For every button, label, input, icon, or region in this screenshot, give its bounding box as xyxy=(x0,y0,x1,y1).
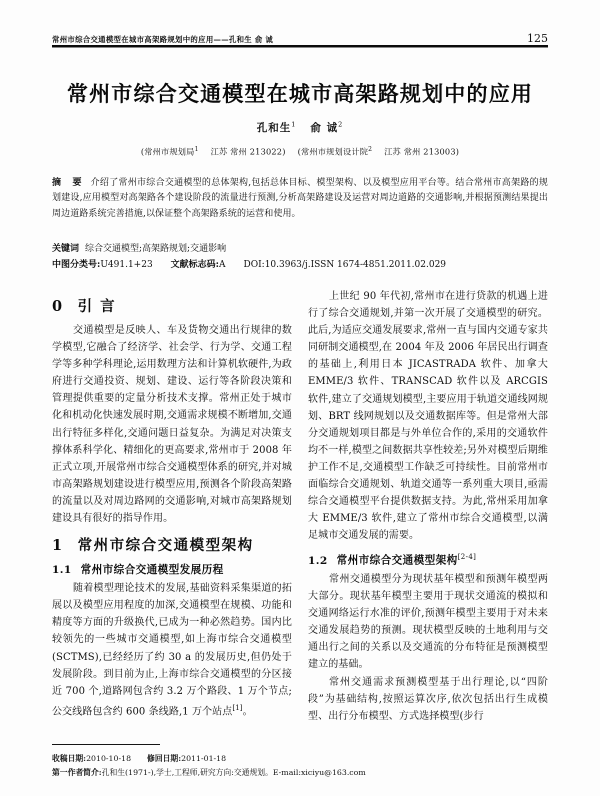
paragraph-model-structure: 常州交通模型分为现状基年模型和预测年模型两大部分。现状基年模型主要用于现状交通流的模拟和交通网络运行水准的评价,预测年模型主要用于对未来交通发展趋势的预测。现状模型反映的土地利用与交通出行之间的关系以及交通流的分布特征是预测模型建立的基础。 xyxy=(308,573,548,671)
running-head xyxy=(52,32,548,45)
header-rule xyxy=(52,45,548,47)
affiliation-2-org: (常州市规划设计院 xyxy=(297,146,369,157)
received-date-label: 收稿日期: xyxy=(52,754,87,763)
paragraph-intro: 交通模型是反映人、车及货物交通出行规律的数学模型,它融合了经济学、社会学、行为学、交通工程学等多种学科理论,运用数理方法和计算机软硬件,为政府进行交通投资、规划、建设、运行等各阶段决策和管理提供重要的定量分析技术支撑。常州正处于城市化和机动化快速发展时期,交通需求规模不断增加,交通出行特征多样化,交通问题日益复杂。为满足对决策支撑体系科学化、精细化的更高要求,常州市于 2008 年正式立项,开展常州市综合交通模型体系的研究,并对城市高架路规划建设进行模型应用,预测各个阶段高架路的流量以及对周边路网的交通影响,对城市高架路规划建设具有很好的指导作用。 xyxy=(52,325,292,525)
section-heading-0 xyxy=(52,295,292,318)
keywords-line xyxy=(52,241,548,254)
running-head-title: 常州市综合交通模型在城市高架路规划中的应用——孔和生 俞 诚 xyxy=(52,35,274,44)
affiliation-2-place: 江苏 常州 213003) xyxy=(384,146,460,157)
affiliation-1-org: (常州市规划局 xyxy=(140,146,195,157)
author-name-1: 孔和生 xyxy=(256,122,292,134)
abstract-text: 介绍了常州市综合交通模型的总体架构,包括总体目标、模型架构、以及模型应用平台等。结合常州市高架路的规划建设,应用模型对高架路各个建设阶段的流量进行预测,分析高架路建设及运营对周边道路的交通影响,并根据预测结果提出周边道路系统完善措施,以保证整个高架路系统的运营和使用。 xyxy=(52,178,548,219)
received-date-value: 2010-10-18 xyxy=(86,754,132,763)
author-line xyxy=(0,120,600,135)
abstract-label: 摘 要 xyxy=(52,178,86,188)
affiliation-2-marker: 2 xyxy=(368,146,373,153)
page-title: 常州市综合交通模型在城市高架路规划中的应用 xyxy=(66,81,534,106)
section-heading-1-1 xyxy=(52,561,292,579)
paragraph-model-history xyxy=(52,580,292,720)
keywords-text: 综合交通模型;高架路规划;交通影响 xyxy=(85,244,227,254)
paragraph-demand-forecast: 常州交通需求预测模型基于出行理论,以“四阶段”为基础结构,按照运算次序,依次包括出行生成模型、出行分布模型、方式选择模型(步行 xyxy=(308,676,548,722)
doi-value: 10.3963/j.ISSN 1674-4851.2011.02.029 xyxy=(264,260,447,270)
section-title-1: 常州市综合交通模型架构 xyxy=(77,537,254,555)
section-number-1-1: 1.1 xyxy=(52,564,72,577)
doi-label: DOI: xyxy=(243,260,265,270)
footnote-dates xyxy=(52,752,548,766)
body-column-left xyxy=(52,288,292,720)
paragraph-model-history-text: 随着模型理论技术的发展,基础资料采集渠道的拓展以及模型应用程度的加深,交通模型在规模、功能和精度等方面的升级换代,已成为一种必然趋势。国内比较领先的一些城市交通模型,如上海市综合交通模型(SCTMS),已经经历了约 30 a 的发展历史,但仍处于发展阶段。到目前为止,上海市综合交通模型的分区接近 700 个,道路网包含约 3.2 万个路段、1 万个节点;公交线路包含约 600 条线路,1 万个站点 xyxy=(52,583,292,718)
classification-line xyxy=(52,257,548,270)
abstract-block xyxy=(52,176,548,222)
affiliation-1-marker: 1 xyxy=(194,146,199,153)
section-number-0: 0 xyxy=(52,298,64,315)
section-heading-1-2 xyxy=(308,548,548,570)
section-title-0: 引 言 xyxy=(77,298,117,315)
author-bio-label: 第一作者简介: xyxy=(52,767,102,777)
revised-date-value: 2011-01-18 xyxy=(181,754,227,763)
revised-date-label: 修回日期: xyxy=(147,754,182,763)
author-bio-value: 孔和生(1971-),学士,工程师,研究方向:交通规划。E-mail:xiciyu@163.com xyxy=(101,767,366,777)
footnote-rule xyxy=(52,744,160,745)
author-name-2: 俞 诚 xyxy=(310,122,339,134)
clc-label: 中图分类号: xyxy=(52,260,101,270)
body-column-right xyxy=(308,288,548,725)
clc-value: U491.1+23 xyxy=(100,260,153,270)
page-number: 125 xyxy=(527,32,548,45)
affiliation-line xyxy=(0,146,600,158)
section-number-1-2: 1.2 xyxy=(308,554,328,567)
section-heading-1 xyxy=(52,534,292,557)
keywords-label: 关键词 xyxy=(52,244,80,254)
paragraph-model-history-end: 。 xyxy=(242,706,253,718)
paragraph-history-continued: 上世纪 90 年代初,常州市在进行贷款的机遇上进行了综合交通规划,并第一次开展了交通模型的研究。此后,为适应交通发展要求,常州一直与国内交通专家共同研制交通模型,在 2004 年及 2006 年居民出行调查的基础上,利用日本 JICASTRADA 软件、加拿大 EMME/3 软件、TRANSCAD 软件以及 ARCGIS 软件,建立了交通规划模型,主要应用于轨道交通线网规划、BRT 线网规划以及交通数据库等。但是常州大部分交通规划项目都是与外单位合作的,采用的交通软件均不一样,模型之间数据共享性较差;另外对模型后期维护工作不足,交通模型工作缺乏可持续性。目前常州市面临综合交通规划、轨道交通等一系列重大项目,亟需综合交通模型平台提供数据支持。为此,常州采用加拿大 EMME/3 软件,建立了常州市综合交通模型,以满足城市交通发展的需要。 xyxy=(308,291,548,542)
section-number-1: 1 xyxy=(52,537,64,555)
footnote-author-bio xyxy=(52,766,548,780)
section-title-1-1: 常州市综合交通模型发展历程 xyxy=(80,564,224,577)
affiliation-1-place: 江苏 常州 213022) xyxy=(210,146,286,157)
document-code-value: A xyxy=(219,260,226,270)
reference-marker-1: [1] xyxy=(232,703,243,712)
document-code-label: 文献标志码: xyxy=(170,260,219,270)
author-affil-marker-1: 1 xyxy=(291,120,297,129)
reference-marker-2: [2-4] xyxy=(457,553,477,562)
header-rule-secondary xyxy=(52,47,548,48)
author-affil-marker-2: 2 xyxy=(338,120,344,129)
section-title-1-2: 常州市综合交通模型架构 xyxy=(336,554,458,567)
footnote-block xyxy=(52,752,548,779)
